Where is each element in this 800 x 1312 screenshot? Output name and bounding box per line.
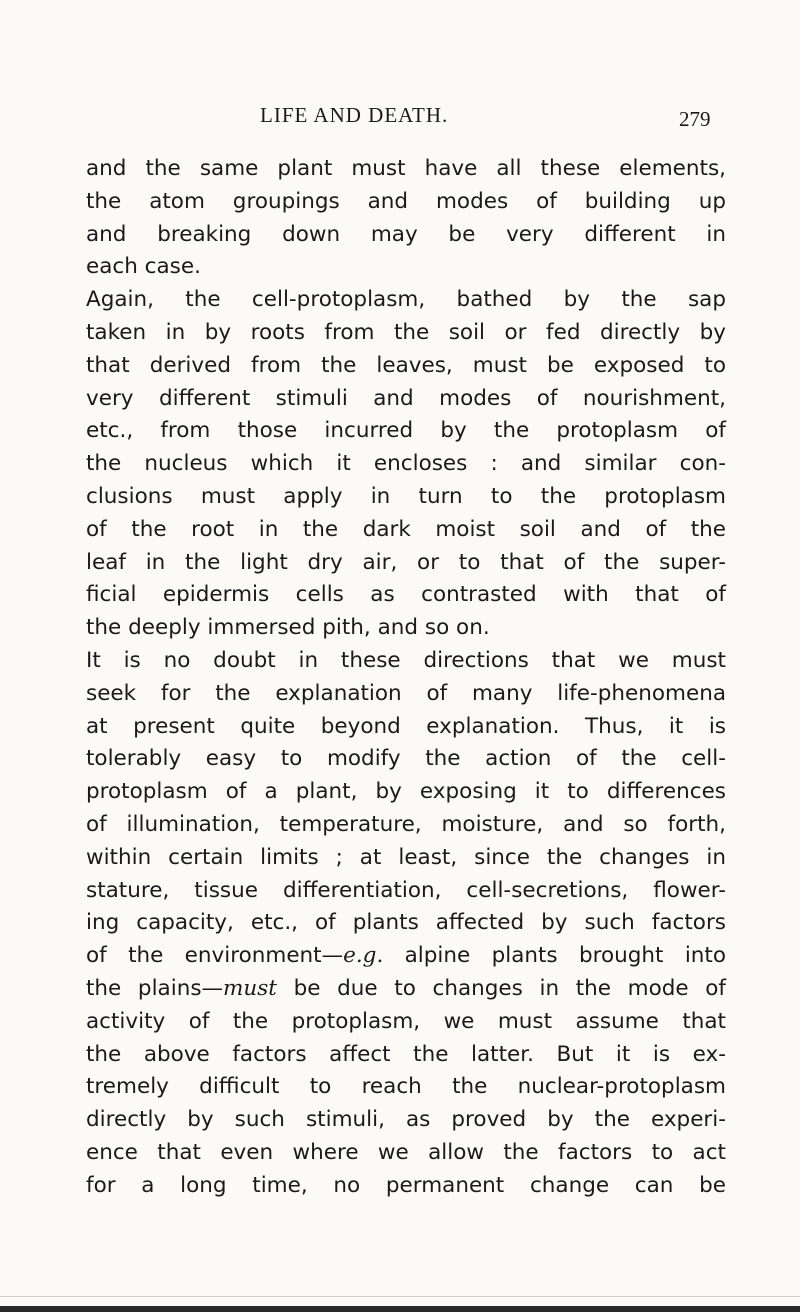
text-line: within certain limits ; at least, since the changes in: [86, 844, 726, 870]
text-line: protoplasm of a plant, by exposing it to differences: [86, 779, 726, 805]
text-run: of the environment—: [86, 943, 344, 969]
text-line: at present quite beyond explanation. Thus, it is: [86, 713, 726, 739]
page-edge-line: [0, 1296, 800, 1297]
text-line: tolerably easy to modify the action of the cell-: [86, 746, 726, 772]
text-line: and breaking down may be very different in: [86, 221, 726, 247]
text-line: tremely difficult to reach the nuclear-protoplasm: [86, 1074, 726, 1100]
text-line: stature, tissue differentiation, cell-secretions, flower-: [86, 877, 726, 903]
text-run: the plains—: [86, 975, 224, 1001]
text-line: ing capacity, etc., of plants affected by such factors: [86, 910, 726, 936]
text-line: that derived from the leaves, must be exposed to: [86, 352, 726, 378]
text-line: each case.: [86, 254, 201, 280]
text-run: alpine plants brought into: [383, 943, 726, 969]
text-line: for a long time, no permanent change can be: [86, 1172, 726, 1198]
text-line: very different stimuli and modes of nourishment,: [86, 385, 726, 411]
text-line: of the root in the dark moist soil and of the: [86, 516, 726, 542]
text-line: activity of the protoplasm, we must assume that: [86, 1008, 726, 1034]
text-line: ficial epidermis cells as contrasted with that of: [86, 582, 726, 608]
italic-run: must: [223, 975, 277, 1001]
text-line-mixed: [86, 940, 726, 973]
text-line: clusions must apply in turn to the protoplasm: [86, 483, 726, 509]
text-line: the deeply immersed pith, and so on.: [86, 615, 490, 641]
text-line: It is no doubt in these directions that we must: [86, 647, 726, 673]
text-line: the above factors affect the latter. But it is ex-: [86, 1041, 726, 1067]
text-line-mixed: [86, 973, 726, 1006]
text-run: be due to changes in the mode of: [276, 975, 726, 1001]
running-head: [0, 103, 800, 135]
text-line: of illumination, temperature, moisture, and so forth,: [86, 811, 726, 837]
text-line: the nucleus which it encloses : and similar con-: [86, 451, 726, 477]
page-bottom-edge: [0, 1306, 800, 1312]
page-number: 279: [679, 107, 711, 131]
text-line: ence that even where we allow the factors to act: [86, 1139, 726, 1165]
body-text: [86, 153, 726, 1203]
text-line: leaf in the light dry air, or to that of the super-: [86, 549, 726, 575]
text-line: and the same plant must have all these elements,: [86, 156, 726, 181]
text-line: the atom groupings and modes of building up: [86, 188, 726, 214]
text-line: Again, the cell-protoplasm, bathed by the sap: [86, 287, 726, 313]
text-line: directly by such stimuli, as proved by the experi-: [86, 1107, 726, 1133]
text-line: taken in by roots from the soil or fed directly by: [86, 319, 726, 345]
text-line: seek for the explanation of many life-phenomena: [86, 680, 726, 706]
text-line: etc., from those incurred by the protoplasm of: [86, 418, 726, 444]
running-title: LIFE AND DEATH.: [260, 103, 449, 127]
italic-run: e.g.: [343, 943, 384, 969]
